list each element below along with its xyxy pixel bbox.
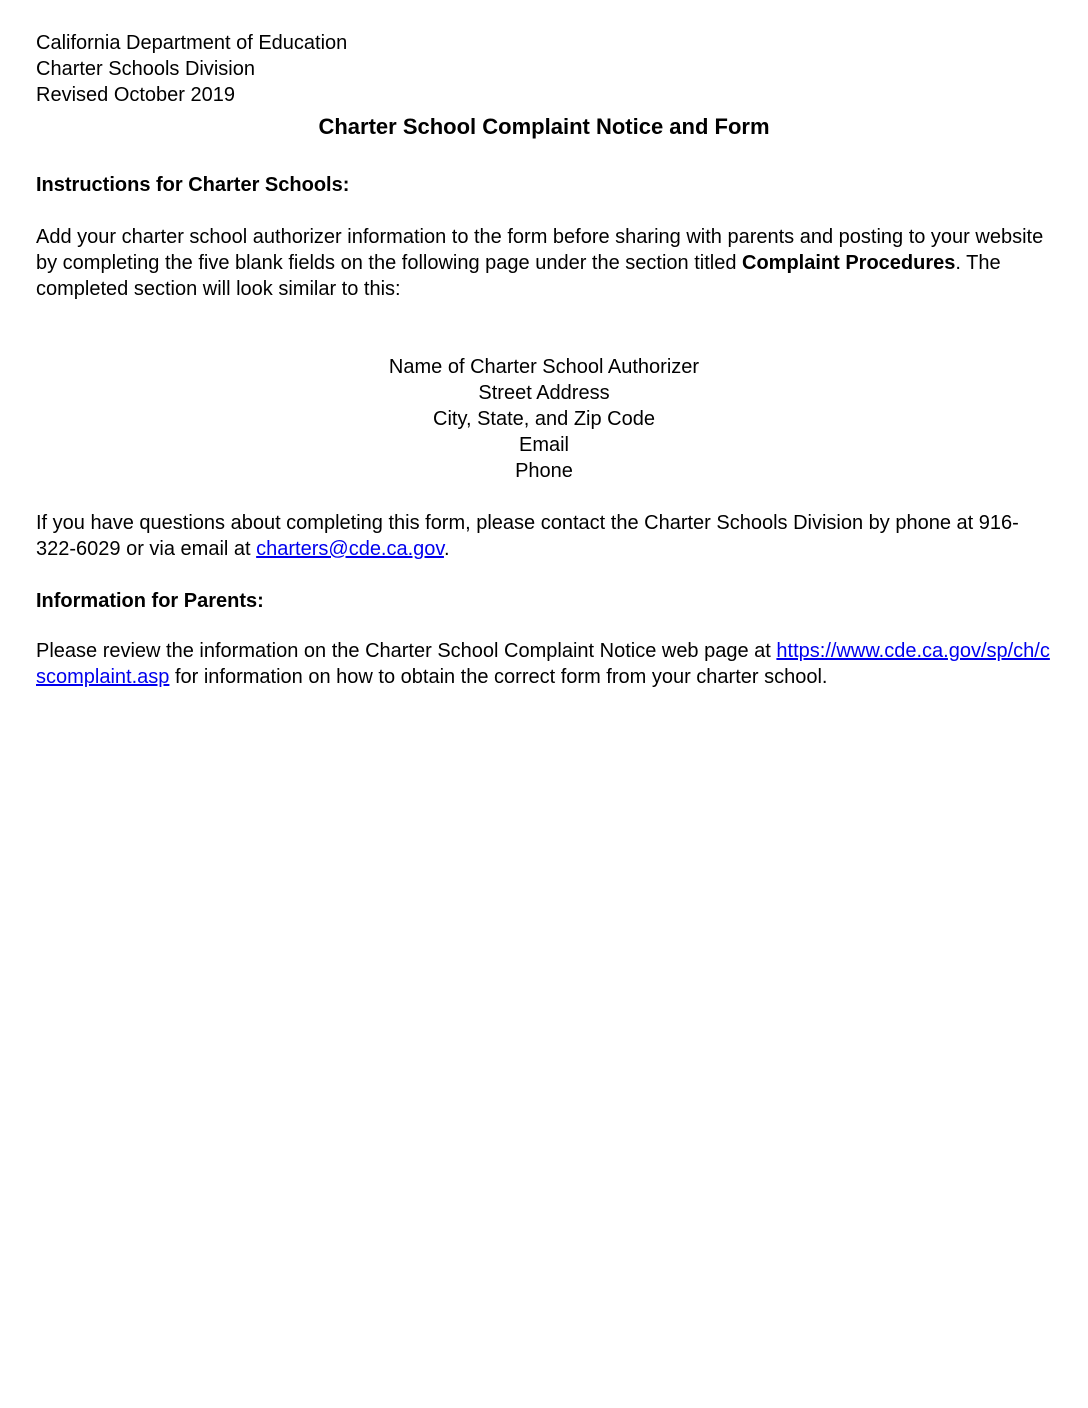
document-title: Charter School Complaint Notice and Form: [318, 114, 770, 139]
complaint-procedures-bold-text: Complaint Procedures: [742, 252, 956, 274]
parents-text-before: Please review the information on the Charter School Complaint Notice web page at: [36, 640, 777, 662]
header-line-division: Charter Schools Division: [36, 58, 255, 80]
authorizer-example-block: [36, 354, 1052, 484]
header-line-revised: Revised October 2019: [36, 84, 236, 106]
instructions-text-before: Add your charter school authorizer information to the form before sharing with parents and posting to your website by completing the five blank fields on the following page under the section titled: [36, 226, 1044, 274]
instructions-heading: Instructions for Charter Schools:: [36, 174, 350, 196]
questions-paragraph: [36, 510, 1052, 562]
parents-heading: Information for Parents:: [36, 590, 264, 612]
document-header: [36, 30, 1052, 108]
email-link[interactable]: charters@cde.ca.gov: [256, 538, 444, 560]
example-email: Email: [518, 434, 569, 456]
example-city-state-zip: City, State, and Zip Code: [433, 408, 655, 430]
complaint-notice-link[interactable]: https://www.cde.ca.gov/sp/ch/cscomplaint.asp: [36, 640, 1050, 688]
parents-text-after: for information on how to obtain the correct form from your charter school.: [169, 666, 828, 688]
instructions-paragraph: [36, 224, 1052, 302]
example-authorizer-name: Name of Charter School Authorizer: [388, 356, 700, 378]
instructions-text-after: . The completed section will look similar to this:: [36, 252, 1001, 300]
example-phone: Phone: [515, 460, 573, 482]
questions-text-after: .: [443, 538, 450, 560]
example-street-address: Street Address: [478, 382, 610, 404]
questions-text-before: If you have questions about completing this form, please contact the Charter Schools Division by phone at 916-322-6029 or via email at: [36, 512, 1019, 560]
parents-paragraph: [36, 638, 1052, 690]
header-line-agency: California Department of Education: [36, 32, 348, 54]
